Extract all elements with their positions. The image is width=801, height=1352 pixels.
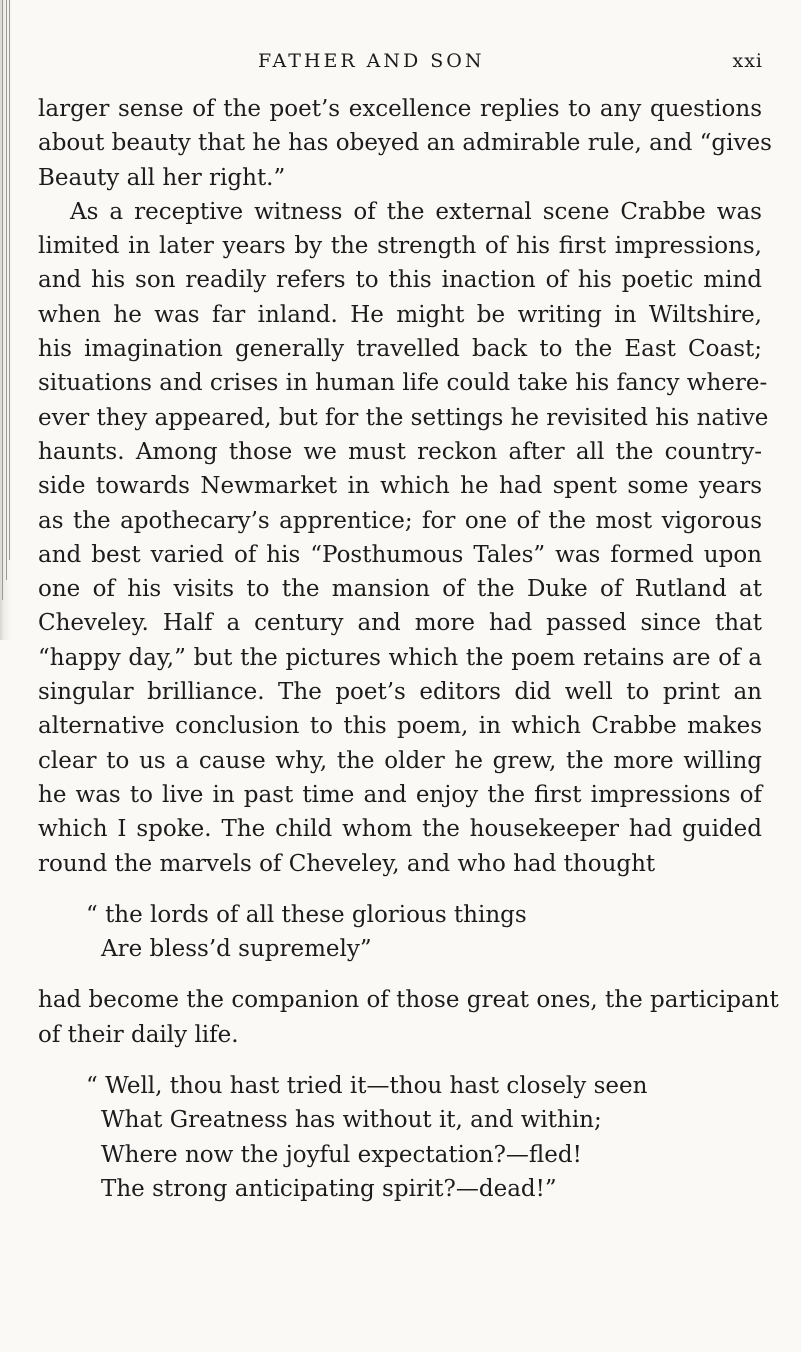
paragraph [38,195,769,881]
spacer [38,1052,762,1069]
verse-line: Where now the joyful expectation?—fled! [101,1141,582,1168]
text-line: situations and crises in human life could take his fancy where- [38,370,768,397]
text-line: clear to us a cause why, the older he grew, the more willing [38,747,762,774]
text-line: when he was far inland. He might be writing in Wiltshire, [38,301,762,328]
running-head [0,50,801,80]
text-line: Beauty all her right.” [38,164,286,191]
paragraph [38,92,772,195]
text-line: limited in later years by the strength of his first impressions, [38,233,762,260]
verse-line: Are bless’d supremely” [101,936,372,963]
text-line: singular brilliance. The poet’s editors did well to print an [38,679,762,706]
paragraph [38,983,779,1052]
verse-line: “ Well, thou hast tried it—thou hast closely seen [86,1073,648,1100]
text-line: larger sense of the poet’s excellence replies to any questions [38,96,762,122]
verse-line: The strong anticipating spirit?—dead!” [101,1175,557,1202]
text-line: which I spoke. The child whom the housekeeper had guided [38,816,762,843]
text-line: “happy day,” but the pictures which the poem retains are of a [38,644,762,671]
text-line: alternative conclusion to this poem, in which Crabbe makes [38,713,762,740]
text-line: and his son readily refers to this inaction of his poetic mind [38,267,762,294]
verse-quote [38,898,762,967]
page-number: xxi [732,50,763,72]
text-line: his imagination generally travelled back to the East Coast; [38,336,762,363]
verse-quote [38,1069,762,1206]
text-line: and best varied of his “Posthumous Tales” was formed upon [38,541,762,568]
text-line: he was to live in past time and enjoy the first impressions of [38,781,762,808]
text-line: had become the companion of those great ones, the participant [38,987,779,1014]
verse-line: What Greatness has without it, and within; [101,1107,602,1134]
text-line: round the marvels of Cheveley, and who had thought [38,850,656,877]
text-line: Cheveley. Half a century and more had passed since that [38,610,762,637]
text-line: side towards Newmarket in which he had spent some years [38,473,762,500]
body-text [38,92,779,1206]
spacer [38,881,762,898]
running-head-title: FATHER AND SON [258,50,485,72]
text-line: of their daily life. [38,1021,239,1048]
text-line: ever they appeared, but for the settings he revisited his native [38,404,769,431]
spacer [38,966,762,983]
verse-line: “ the lords of all these glorious things [86,901,527,928]
text-line: as the apothecary’s apprentice; for one of the most vigorous [38,507,762,534]
text-line: As a receptive witness of the external scene Crabbe was [70,198,762,225]
text-line: about beauty that he has obeyed an admirable rule, and “gives [38,130,772,157]
text-line: one of his visits to the mansion of the Duke of Rutland at [38,576,762,603]
text-line: haunts. Among those we must reckon after all the country- [38,438,762,465]
